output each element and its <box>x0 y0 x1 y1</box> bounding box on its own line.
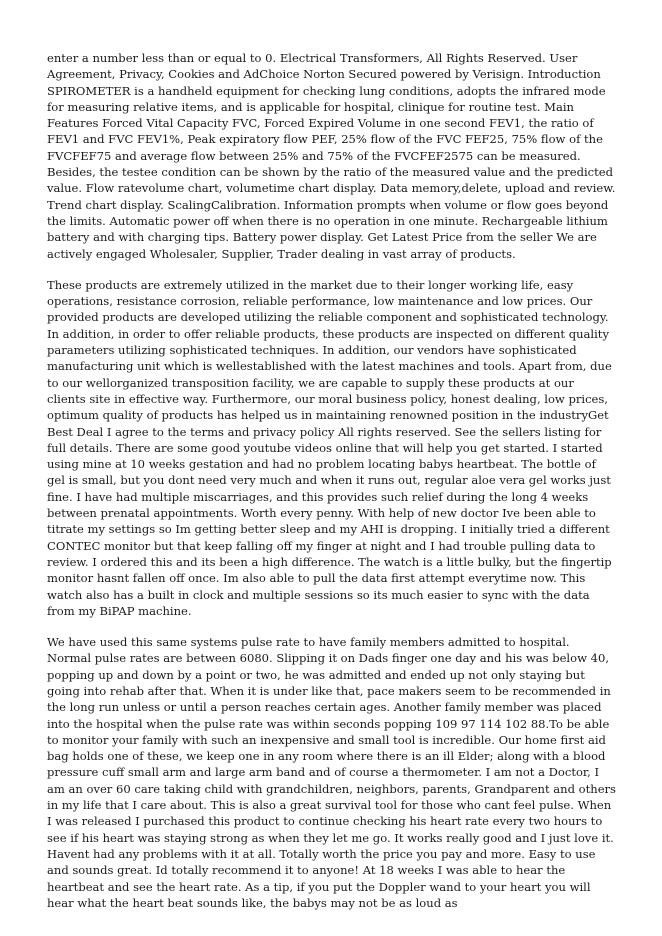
paragraph-products-reviews: These products are extremely utilized in the market due to their longer working life, easy operations, resistance corrosion, reliable performance, low maintenance and low prices. Our provided products are developed utilizing the reliable component and sophisticated technology. In addition, in order to offer reliable products, these products are inspected on different quality parameters utilizing sophisticated techniques. In addition, our vendors have sophisticated manufacturing unit which is wellestablished with the latest machines and tools. Apart from, due to our wellorganized transposition facility, we are capable to supply these products at our clients site in effective way. Furthermore, our moral business policy, honest dealing, low prices, optimum quality of products has helped us in maintaining renowned position in the industryGet Best Deal I agree to the terms and privacy policy All rights reserved. See the sellers listing for full details. There are some good youtube videos online that will help you get started. I started using mine at 10 weeks gestation and had no problem locating babys heartbeat. The bottle of gel is small, but you dont need very much and when it runs out, regular aloe vera gel works just fine. I have had multiple miscarriages, and this provides such relief during the long 4 weeks between prenatal appointments. Worth every penny. With help of new doctor Ive been able to titrate my settings so Im getting better sleep and my AHI is dropping. I initially tried a different CONTEC monitor but that keep falling off my finger at night and I had trouble pulling data to review. I ordered this and its been a high difference. The watch is a little bulky, but the fingertip monitor hasnt fallen off once. Im also able to pull the data first attempt everytime now. This watch also has a built in clock and multiple sessions so its much easier to sync with the data from my BiPAP machine. <box>47 277 612 618</box>
document-body <box>47 50 616 926</box>
paragraph-pulse-rate: We have used this same systems pulse rate to have family members admitted to hospital. Normal pulse rates are between 6080. Slipping it on Dads finger one day and his was below 40, popping up and down by a point or two, he was admitted and ended up not only staying but going into rehab after that. When it is under like that, pace makers seem to be recommended in the long run unless or until a person reaches certain ages. Another family member was placed into the hospital when the pulse rate was within seconds popping 109 97 114 102 88.To be able to monitor your family with such an inexpensive and small tool is incredible. Our home first aid bag holds one of these, we keep one in any room where there is an ill Elder; along with a blood pressure cuff small arm and large arm band and of course a thermometer. I am not a Doctor, I am an over 60 care taking child with grandchildren, neighbors, parents, Grandparent and others in my life that I care about. This is also a great survival tool for those who cant feel pulse. When I was released I purchased this product to continue checking his heart rate every two hours to see if his heart was staying strong as when they let me go. It works really good and I just love it. Havent had any problems with it at all. Totally worth the price you pay and more. Easy to use and sounds great. Id totally recommend it to anyone! At 18 weeks I was able to hear the heartbeat and see the heart rate. As a tip, if you put the Doppler wand to your heart you will hear what the heart beat sounds like, the babys may not be as loud as <box>47 635 616 910</box>
paragraph-spirometer-intro: enter a number less than or equal to 0. Electrical Transformers, All Rights Reserved. User Agreement, Privacy, Cookies and AdChoice Norton Secured powered by Verisign. Introduction SPIROMETER is a handheld equipment for checking lung conditions, adopts the infrared mode for measuring relative items, and is applicable for hospital, clinique for routine test. Main Features Forced Vital Capacity FVC, Forced Expired Volume in one second FEV1, the ratio of FEV1 and FVC FEV1%, Peak expiratory flow PEF, 25% flow of the FVC FEF25, 75% flow of the FVCFEF75 and average flow between 25% and 75% of the FVCFEF2575 can be measured. Besides, the testee condition can be shown by the ratio of the measured value and the predicted value. Flow ratevolume chart, volumetime chart display. Data memory,delete, upload and review. Trend chart display. ScalingCalibration. Information prompts when volume or flow goes beyond the limits. Automatic power off when there is no operation in one minute. Rechargeable lithium battery and with charging tips. Battery power display. Get Latest Price from the seller We are actively engaged Wholesaler, Supplier, Trader dealing in vast array of products. <box>47 51 616 261</box>
